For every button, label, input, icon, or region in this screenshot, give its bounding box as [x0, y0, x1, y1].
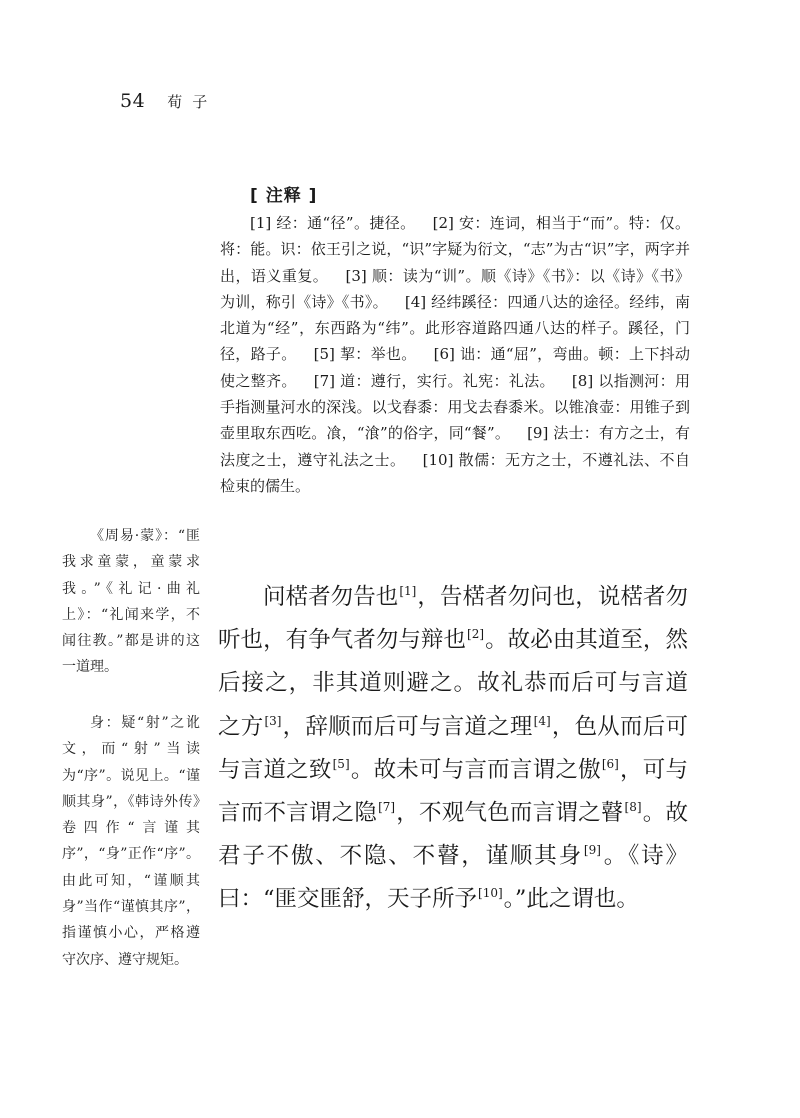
text-segment: [263, 584, 417, 610]
page-number: 54: [120, 90, 146, 112]
segment-text: ，辞顺而后可与言道之理: [282, 713, 533, 740]
note-entry: [10] 散儒：无方之士，不遵礼法、不自检束的儒生。: [220, 450, 690, 495]
segment-text: ，可与言而不言谓之隐: [218, 756, 688, 827]
segment-text: 问楛者勿告也: [263, 584, 399, 610]
main-text: [218, 576, 688, 922]
note-entry: [7] 道：遵行，实行。礼宪：礼法。: [313, 371, 555, 390]
footnote-ref: [8]: [624, 800, 642, 815]
footnote-ref: [5]: [332, 756, 350, 771]
margin-note-2: 身：疑“射”之讹文，而“射”当读为“序”。说见上。“谨顺其身”，《韩诗外传》卷四作“言谨其序”，“身”正作“序”。由此可知，“谨顺其身”当作“谨慎其序”，指谨慎小心，严格遵守次序、遵守规矩。: [62, 715, 200, 968]
footnote-ref: [4]: [533, 713, 551, 728]
footnote-ref: [7]: [378, 800, 396, 815]
note-entry: [3] 顺：读为“训”。顺《诗》《书》：以《诗》《书》为训，称引《诗》《书》。: [220, 266, 690, 311]
segment-text: 。故必由其道至，然后接之，非其道则避之。故礼恭而后可与言道之方: [218, 627, 688, 740]
segment-text: ，告楛者勿问也，说楛者勿听也，有争气者勿与辩也: [218, 584, 688, 654]
segment-text: 。故君子不傲、不隐、不瞽，谨顺其身: [218, 800, 688, 870]
footnote-ref: [9]: [583, 843, 601, 858]
footnote-ref: [10]: [478, 886, 503, 901]
note-entry: [4] 经纬蹊径：四通八达的途径。经纬，南北道为“经”，东西路为“纬”。此形容道路四通八达的样子。蹊径，门径，路子。: [220, 292, 690, 364]
note-entry: [5] 挈：举也。: [313, 345, 417, 364]
text-segment: [282, 714, 551, 740]
note-entry: [6] 诎：通“屈”，弯曲。顿：上下抖动使之整齐。: [220, 345, 690, 390]
book-title: 荀子: [167, 93, 218, 111]
segment-text: ，色从而后可与言道之致: [218, 713, 688, 783]
footnote-ref: [2]: [467, 627, 485, 642]
note-entry: [2] 安：连词，相当于“而”。特：仅。将：能。识：依王引之说，“识”字疑为衍文，“志”为古“识”字，两字并出，语义重复。: [220, 214, 690, 285]
text-segment: [351, 757, 620, 783]
segment-text: ，不观气色而言谓之瞽: [396, 800, 624, 827]
footnote-ref: [3]: [264, 713, 282, 728]
running-header: [120, 90, 217, 112]
text-segment: [504, 886, 639, 912]
text-segment: [396, 800, 642, 826]
segment-text: 。故未可与言而言谓之傲: [350, 756, 601, 783]
note-entry: [8] 以指测河：用手指测量河水的深浅。以戈舂黍：用戈去舂黍米。以锥飡壶：用锥子到壶里取东西吃。飡，“湌”的俗字，同“餐”。: [220, 371, 690, 443]
segment-text: 。”此之谓也。: [503, 886, 639, 913]
segment-text: 。《诗》曰：“匪交匪舒，天子所予: [218, 843, 688, 913]
notes-heading: [ 注释 ]: [250, 186, 318, 206]
footnote-ref: [1]: [399, 584, 417, 598]
note-entry: [9] 法士：有方之士，有法度之士，遵守礼法之士。: [220, 424, 690, 469]
margin-note-1: 《周易·蒙》：“匪我求童蒙，童蒙求我。”《礼记·曲礼上》：“礼闻来学，不闻往教。”都是讲的这一道理。: [62, 528, 200, 676]
note-entry: [1] 经：通“径”。捷径。: [250, 214, 416, 232]
footnote-ref: [6]: [601, 756, 619, 771]
notes-body: [220, 210, 690, 499]
